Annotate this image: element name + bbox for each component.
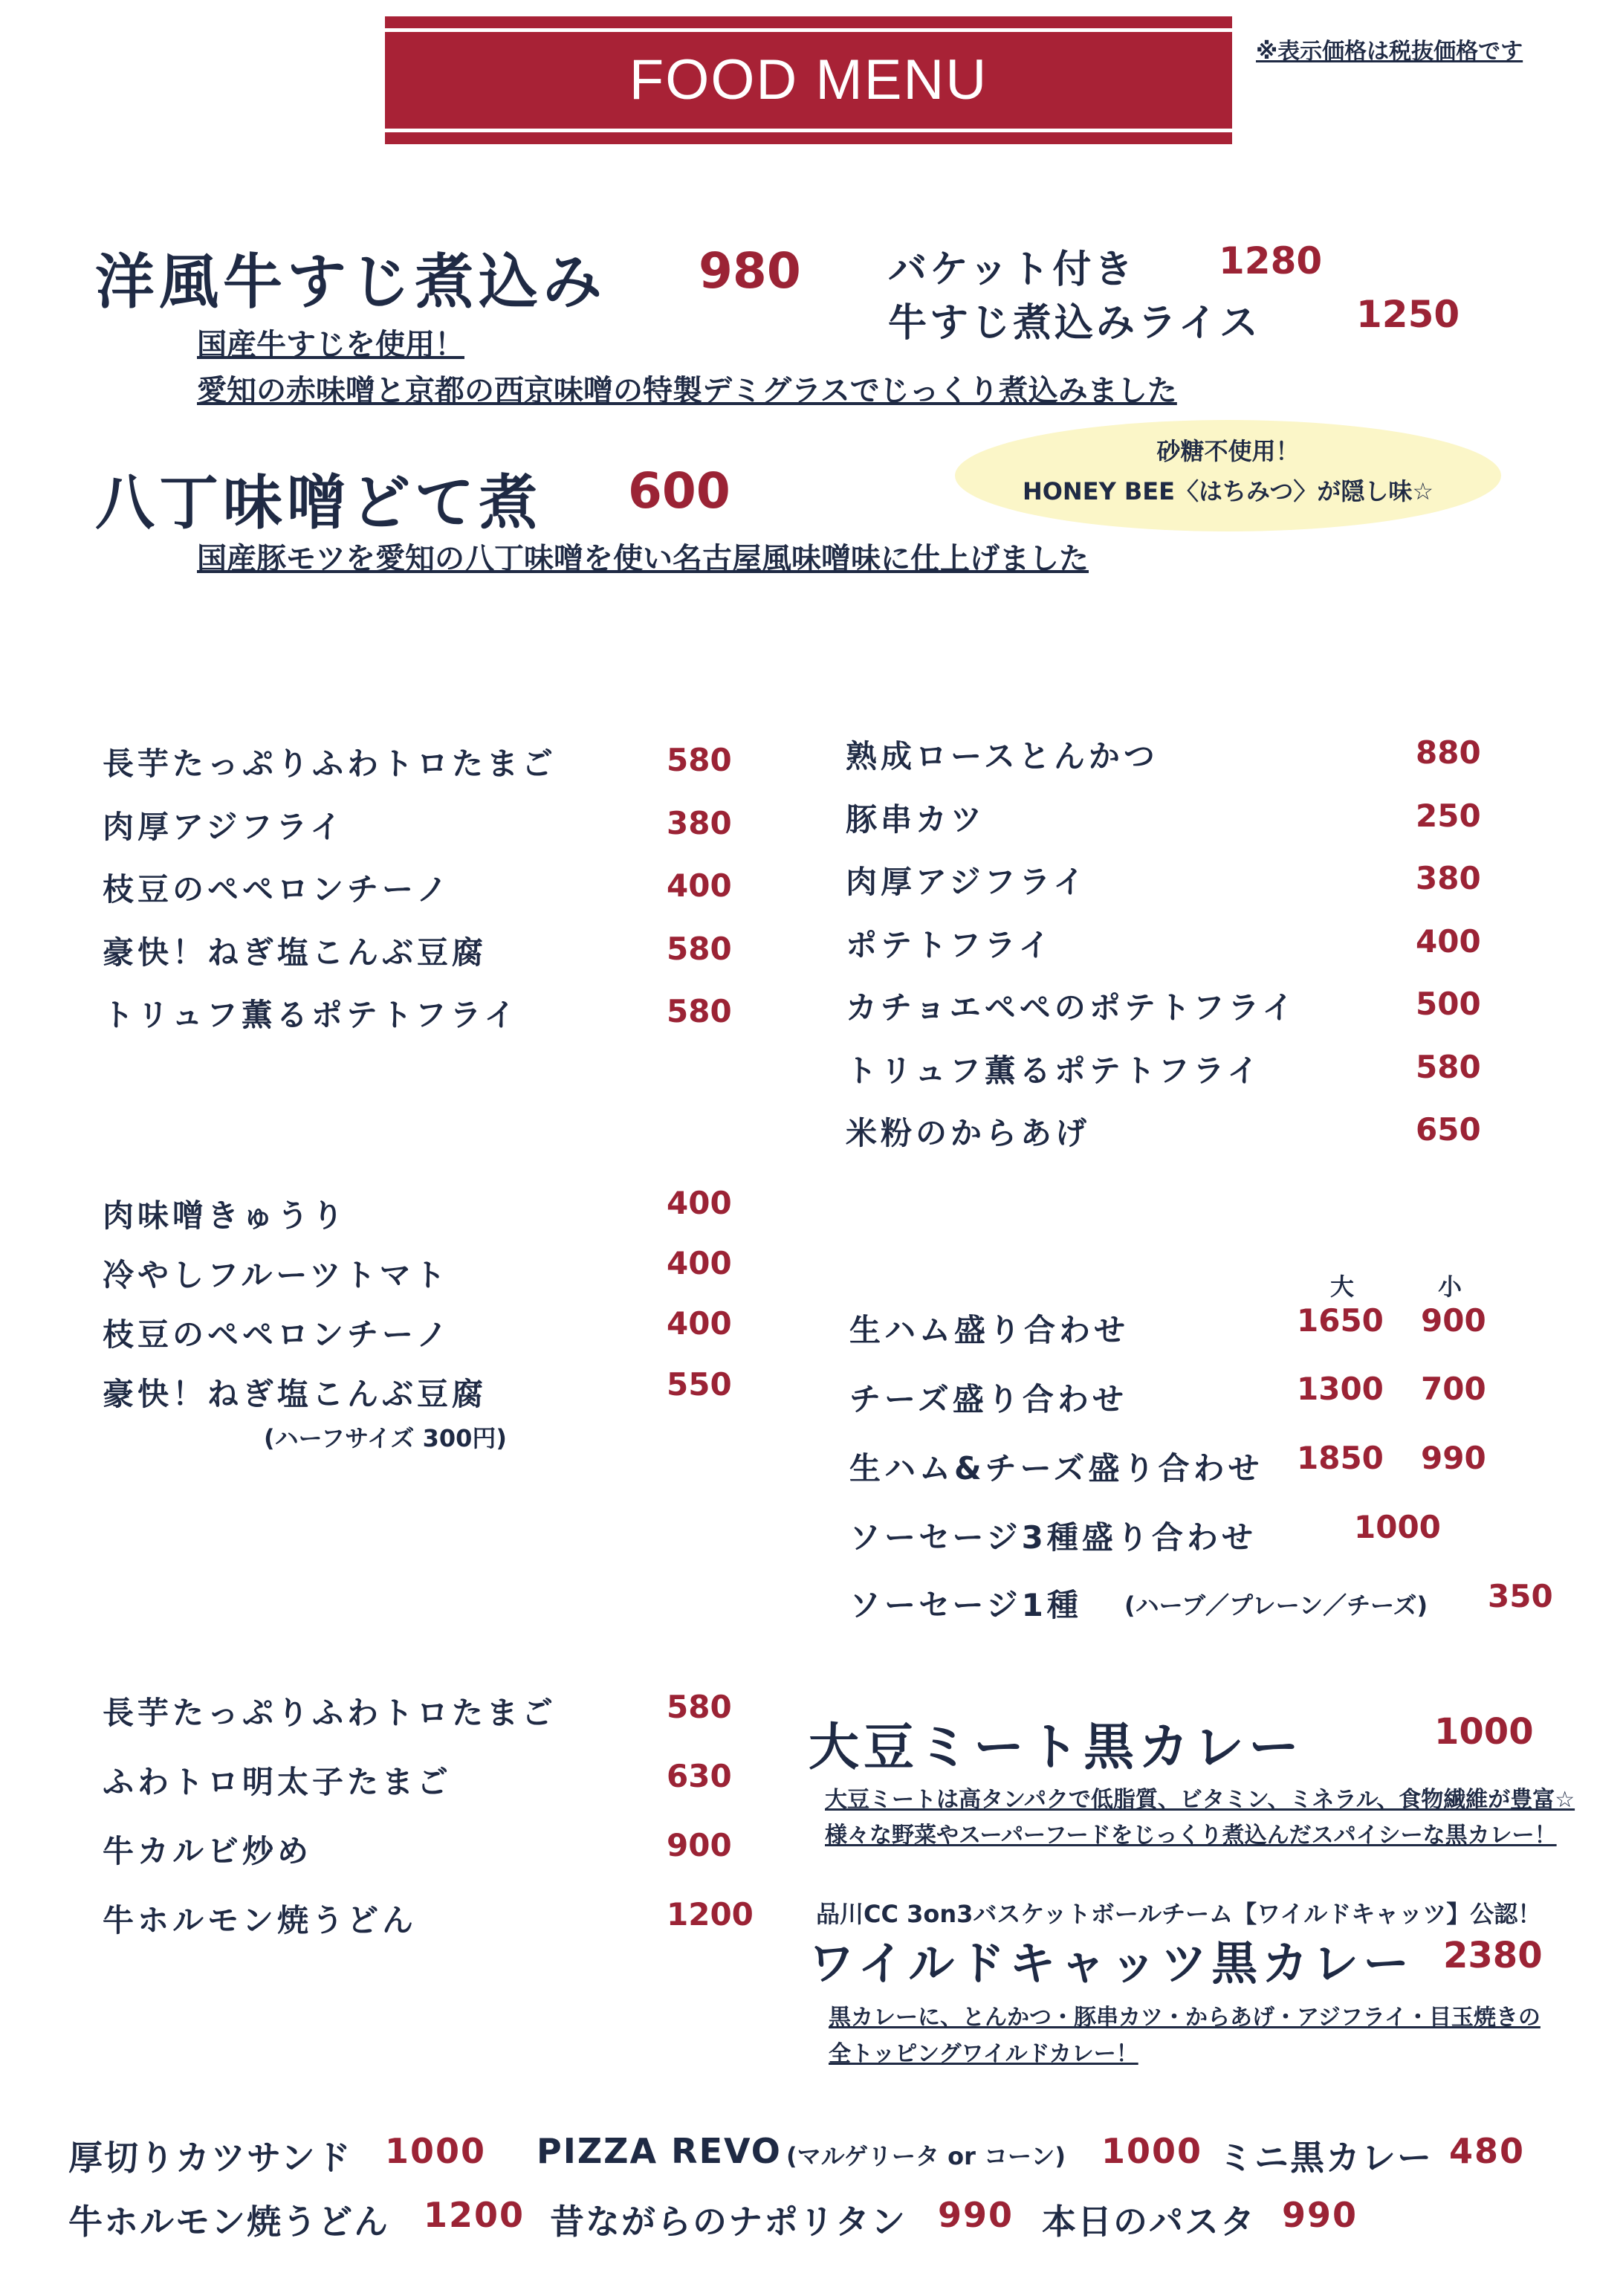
bottom-item-price: 990 [1282,2195,1358,2235]
beef-option2-price: 1250 [1356,293,1460,336]
curry-name: 大豆ミート黒カレー [809,1718,1304,1777]
bubble-text-1: 砂糖不使用！ [1156,437,1300,465]
item-price: 250 [1416,798,1481,834]
size-large-label: 大 [1330,1272,1355,1301]
tax-note: ※表示価格は税抜価格です [1256,39,1523,65]
item-price: 630 [667,1758,732,1794]
item-price: 580 [667,993,732,1029]
bottom-item: ミニ黒カレー [1219,2138,1433,2178]
bottom-item-note: (マルゲリータ or コーン) [786,2142,1066,2170]
featured-doteni-price: 600 [628,462,730,520]
platter-small-price: 990 [1421,1440,1486,1476]
wildcats-team-note: 品川CC 3on3バスケットボールチーム【ワイルドキャッツ】公認！ [816,1900,1542,1928]
list-item: 肉味噌きゅうり [103,1197,348,1234]
item-price: 580 [667,931,732,967]
beef-option1-price: 1280 [1219,239,1323,282]
list-item: 牛カルビ炒め [103,1833,313,1869]
page-title: FOOD MENU [629,48,988,111]
list-item: トリュフ薫るポテトフライ [103,997,519,1033]
item-price: 400 [1416,923,1481,960]
list-item: 米粉のからあげ [846,1115,1091,1151]
bottom-item: 厚切りカツサンド [68,2138,352,2178]
bottom-item-price: 990 [938,2195,1014,2235]
bubble-text-2: HONEY BEE〈はちみつ〉が隠し味☆ [1022,477,1434,505]
half-size-note: (ハーフサイズ 300円) [264,1424,508,1452]
list-item: 長芋たっぷりふわトロたまご [103,1695,557,1731]
list-item: 豪快！ねぎ塩こんぶ豆腐 [103,1376,487,1412]
list-item: 長芋たっぷりふわトロたまご [103,746,557,782]
bottom-item: PIZZA REVO [537,2131,782,2171]
platter-large-price: 1300 [1297,1371,1384,1407]
beef-option2-name: 牛すじ煮込みライス [888,301,1261,346]
platter-small-price: 900 [1421,1302,1486,1339]
beef-option1-name: バケット付き [888,248,1136,292]
item-price: 380 [667,805,732,841]
item-price: 880 [1416,734,1481,771]
list-item: カチョエペペのポテトフライ [846,989,1298,1026]
sausage3-price: 1000 [1354,1509,1441,1545]
beef-desc-2: 愛知の赤味噌と京都の西京味噌の特製デミグラスでじっくり煮込みました [197,374,1177,408]
platter-item: チーズ盛り合わせ [849,1381,1127,1417]
wildcats-name: ワイルドキャッツ黒カレー [809,1936,1414,1991]
list-item: 冷やしフルーツトマト [103,1257,450,1293]
bottom-item: 昔ながらのナポリタン [550,2202,907,2242]
bottom-item-price: 480 [1449,2131,1526,2171]
item-price: 400 [667,1185,732,1221]
curry-desc-2: 様々な野菜やスーパーフードをじっくり煮込んだスパイシーな黒カレー！ [825,1823,1557,1849]
item-price: 550 [667,1366,732,1403]
header-banner [385,16,1232,144]
doteni-desc: 国産豚モツを愛知の八丁味噌を使い名古屋風味噌味に仕上げました [197,542,1089,576]
featured-beef-price: 980 [699,242,801,300]
platter-large-price: 1850 [1297,1440,1384,1476]
item-price: 650 [1416,1111,1481,1148]
item-price: 400 [667,1245,732,1281]
bottom-item-price: 1000 [1101,2131,1203,2171]
curry-price: 1000 [1434,1711,1534,1753]
wildcats-desc-1: 黒カレーに、とんかつ・豚串カツ・からあげ・アジフライ・目玉焼きの [829,2005,1541,2031]
item-price: 380 [1416,860,1481,896]
bottom-item-price: 1000 [385,2131,487,2171]
platter-large-price: 1650 [1297,1302,1384,1339]
list-item: 熟成ロースとんかつ [846,738,1159,775]
item-price: 580 [1416,1049,1481,1085]
list-item: 牛ホルモン焼うどん [103,1902,418,1938]
list-item: 豪快！ねぎ塩こんぶ豆腐 [103,934,487,971]
curry-desc-1: 大豆ミートは高タンパクで低脂質、ビタミン、ミネラル、食物繊維が豊富☆ [825,1787,1575,1813]
wildcats-desc-2: 全トッピングワイルドカレー！ [829,2041,1138,2067]
bottom-item: 本日のパスタ [1042,2202,1256,2242]
sausage3-name: ソーセージ3種盛り合わせ [849,1519,1257,1556]
list-item: 肉厚アジフライ [103,809,346,845]
item-price: 500 [1416,986,1481,1022]
item-price: 400 [667,867,732,904]
list-item: 豚串カツ [846,801,986,838]
bottom-item-price: 1200 [424,2195,525,2235]
platter-item: 生ハム盛り合わせ [849,1312,1130,1348]
list-item: トリュフ薫るポテトフライ [846,1052,1263,1089]
sausage1-note: (ハーブ／プレーン／チーズ) [1124,1591,1428,1620]
platter-item: 生ハム&チーズ盛り合わせ [849,1450,1263,1487]
bottom-item: 牛ホルモン焼うどん [68,2202,389,2242]
wildcats-price: 2380 [1443,1935,1543,1976]
platter-small-price: 700 [1421,1371,1486,1407]
list-item: 枝豆のペペロンチーノ [103,871,452,908]
beef-desc-1: 国産牛すじを使用！ [197,328,464,362]
item-price: 580 [667,742,732,778]
list-item: 枝豆のペペロンチーノ [103,1316,452,1353]
featured-beef-name: 洋風牛すじ煮込み [95,248,606,317]
item-price: 900 [667,1827,732,1863]
sausage1-price: 350 [1488,1578,1553,1614]
list-item: ふわトロ明太子たまご [103,1764,453,1800]
list-item: 肉厚アジフライ [846,864,1089,900]
size-small-label: 小 [1438,1272,1462,1301]
item-price: 400 [667,1305,732,1342]
sausage1-name: ソーセージ1種 [849,1587,1082,1623]
featured-doteni-name: 八丁味噌どて煮 [95,468,542,537]
item-price: 1200 [667,1896,754,1933]
list-item: ポテトフライ [846,927,1054,963]
item-price: 580 [667,1689,732,1725]
